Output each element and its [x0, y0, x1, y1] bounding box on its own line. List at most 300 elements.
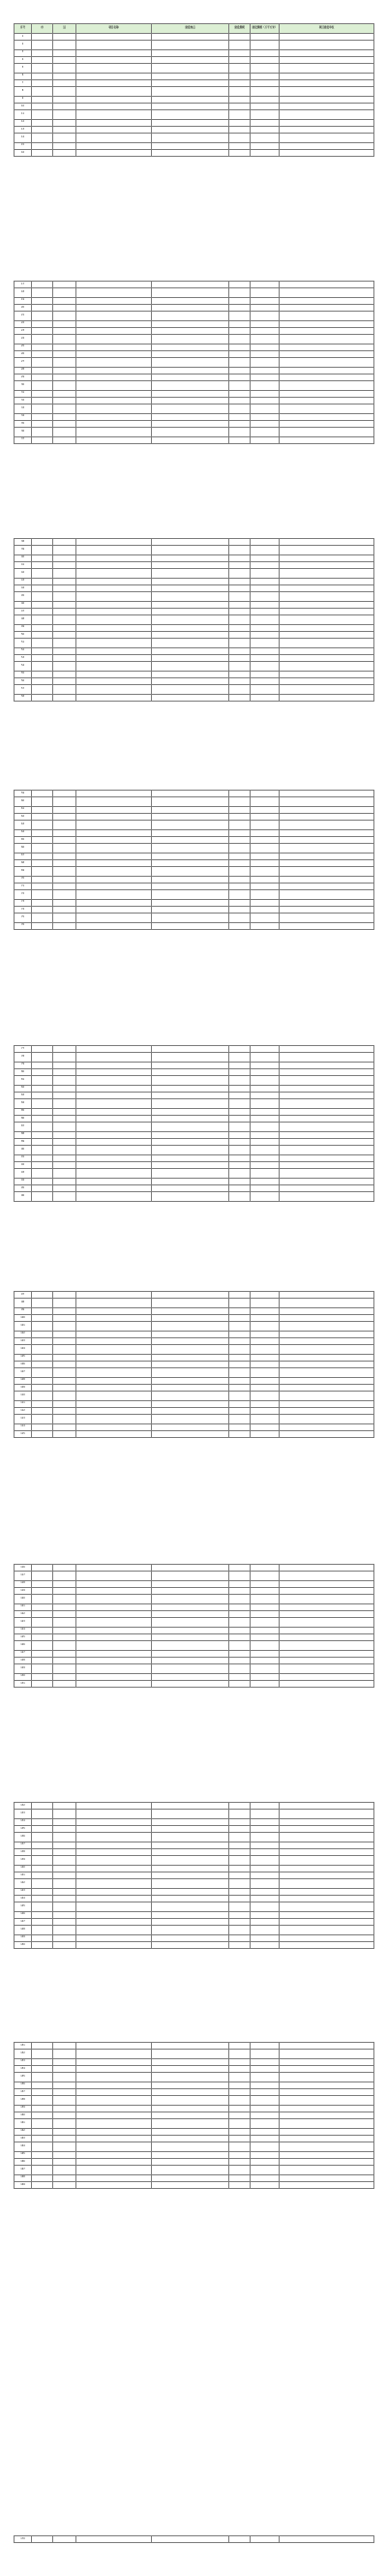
table-row [15, 1430, 374, 1437]
table-cell [280, 2043, 374, 2050]
table-cell [251, 1400, 280, 1407]
table-cell [152, 890, 229, 900]
table-cell [229, 1650, 251, 1657]
table-cell [53, 631, 76, 638]
table-cell [76, 110, 152, 120]
table-cell [251, 677, 280, 684]
table-cell [152, 2128, 229, 2135]
table-cell [229, 677, 251, 684]
table-cell [251, 624, 280, 631]
table-cell [152, 2119, 229, 2129]
table-cell [76, 2158, 152, 2165]
table-cell [251, 1138, 280, 1145]
table-row [15, 428, 374, 437]
table-cell [251, 1377, 280, 1384]
table-cell [76, 1345, 152, 1355]
table-cell [280, 821, 374, 830]
table-cell [32, 654, 53, 661]
table-cell [229, 1833, 251, 1842]
table-cell [32, 87, 53, 97]
table-cell [53, 374, 76, 380]
table-cell [53, 1322, 76, 1332]
table-cell [76, 890, 152, 900]
table-cell [251, 906, 280, 913]
table-cell [280, 1407, 374, 1414]
table-cell [251, 2112, 280, 2118]
table-cell [229, 1572, 251, 1581]
table-cell [53, 662, 76, 672]
table-cell [280, 1415, 374, 1424]
table-cell [76, 2135, 152, 2142]
row-number-cell: 21 [15, 312, 32, 321]
table-cell [32, 1138, 53, 1145]
table-cell [251, 561, 280, 568]
table-cell [280, 2058, 374, 2065]
table-cell [76, 647, 152, 654]
table-row [15, 2112, 374, 2118]
table-row [15, 1856, 374, 1866]
table-cell [152, 1307, 229, 1314]
table-cell [76, 420, 152, 427]
table-cell [152, 2073, 229, 2082]
row-number-cell: 25 [15, 344, 32, 350]
table-cell [229, 685, 251, 695]
row-number-cell: 167 [15, 2166, 32, 2175]
table-cell [76, 1178, 152, 1184]
table-cell [229, 1307, 251, 1314]
table-row [15, 1618, 374, 1628]
table-cell [229, 1810, 251, 1819]
table-cell [280, 1184, 374, 1191]
table-cell [280, 677, 374, 684]
table-cell [152, 1895, 229, 1902]
table-cell [280, 1941, 374, 1948]
table-cell [229, 2043, 251, 2050]
table-cell [32, 1856, 53, 1866]
table-cell [229, 1856, 251, 1866]
row-number-cell: 9 [15, 96, 32, 103]
table-cell [32, 73, 53, 79]
row-number-cell: 82 [15, 1085, 32, 1092]
table-cell [32, 546, 53, 555]
table-cell [280, 662, 374, 672]
table-cell [280, 601, 374, 608]
table-cell [251, 2174, 280, 2181]
table-cell [251, 631, 280, 638]
table-cell [76, 436, 152, 443]
table-row [15, 397, 374, 404]
table-cell [251, 685, 280, 695]
row-number-cell: 5 [15, 64, 32, 74]
table-cell [76, 1803, 152, 1810]
table-row [15, 1146, 374, 1155]
table-cell [32, 413, 53, 420]
table-cell [251, 1392, 280, 1401]
row-number-cell: 113 [15, 1415, 32, 1424]
table-cell [152, 584, 229, 591]
table-row [15, 1092, 374, 1098]
table-cell [53, 1062, 76, 1068]
table-row [15, 592, 374, 602]
table-row [15, 64, 374, 74]
table-row [15, 2158, 374, 2165]
table-cell [53, 791, 76, 797]
table-row [15, 1392, 374, 1401]
table-cell [53, 906, 76, 913]
table-cell [280, 906, 374, 913]
row-number-cell: 67 [15, 853, 32, 859]
table-row [15, 79, 374, 86]
table-cell [32, 1865, 53, 1872]
table-cell [53, 1123, 76, 1132]
row-number-cell: 77 [15, 1046, 32, 1053]
table-cell [152, 49, 229, 56]
table-cell [32, 1092, 53, 1098]
table-cell [76, 1085, 152, 1092]
table-row [15, 1872, 374, 1878]
table-row [15, 1633, 374, 1640]
table-cell [76, 1407, 152, 1414]
table-cell [152, 1337, 229, 1344]
table-cell [280, 79, 374, 86]
project-table [14, 1045, 374, 1202]
table-cell [76, 1161, 152, 1168]
table-cell [280, 922, 374, 929]
table-cell [53, 142, 76, 149]
table-row [15, 1368, 374, 1378]
table-cell [152, 1833, 229, 1842]
table-cell [76, 654, 152, 661]
table-row [15, 1169, 374, 1179]
table-cell [76, 2082, 152, 2088]
table-row [15, 1680, 374, 1687]
table-cell [229, 797, 251, 807]
column-header: 项目建设单位 [280, 24, 374, 34]
table-cell [32, 1053, 53, 1063]
table-cell [76, 2166, 152, 2175]
table-cell [280, 1865, 374, 1872]
table-cell [152, 631, 229, 638]
table-row [15, 859, 374, 866]
table-cell [152, 1423, 229, 1430]
table-cell [32, 103, 53, 109]
table-cell [280, 546, 374, 555]
table-cell [53, 1178, 76, 1184]
table-cell [251, 813, 280, 820]
table-cell [280, 2105, 374, 2112]
table-cell [152, 806, 229, 813]
table-cell [280, 1178, 374, 1184]
table-cell [280, 1587, 374, 1594]
header-row [15, 24, 374, 34]
project-table [14, 1291, 374, 1438]
table-cell [76, 797, 152, 807]
table-cell [251, 149, 280, 156]
table-cell [53, 149, 76, 156]
table-cell [152, 1810, 229, 1819]
table-cell [53, 2058, 76, 2065]
table-cell [32, 1803, 53, 1810]
table-cell [32, 1368, 53, 1378]
table-cell [32, 1895, 53, 1902]
table-cell [229, 569, 251, 579]
table-cell [251, 1169, 280, 1179]
table-row [15, 103, 374, 109]
table-cell [76, 1053, 152, 1063]
table-cell [76, 592, 152, 602]
table-cell [229, 922, 251, 929]
table-cell [32, 1941, 53, 1948]
table-cell [53, 1092, 76, 1098]
table-cell [32, 2151, 53, 2158]
table-row [15, 584, 374, 591]
table-cell [76, 64, 152, 74]
table-cell [229, 1879, 251, 1889]
table-cell [280, 2050, 374, 2059]
table-cell [53, 2158, 76, 2165]
table-cell [32, 639, 53, 648]
table-cell [280, 1392, 374, 1401]
table-row [15, 1178, 374, 1184]
table-cell [280, 1354, 374, 1361]
table-cell [280, 1842, 374, 1848]
table-cell [53, 327, 76, 334]
row-number-cell: 13 [15, 126, 32, 133]
table-cell [53, 1345, 76, 1355]
table-cell [251, 601, 280, 608]
table-cell [32, 2105, 53, 2112]
table-cell [251, 327, 280, 334]
table-cell [32, 662, 53, 672]
table-row [15, 1123, 374, 1132]
table-cell [76, 1192, 152, 1202]
table-cell [32, 1178, 53, 1184]
table-cell [280, 899, 374, 906]
table-cell [76, 1068, 152, 1075]
table-cell [32, 1664, 53, 1674]
row-number-cell: 87 [15, 1123, 32, 1132]
row-number-cell: 138 [15, 1848, 32, 1855]
table-row [15, 134, 374, 143]
row-number-cell: 52 [15, 647, 32, 654]
table-cell [32, 1299, 53, 1308]
row-number-cell: 116 [15, 1565, 32, 1572]
table-cell [76, 2105, 152, 2112]
table-cell [53, 1673, 76, 1680]
table-cell [32, 1062, 53, 1068]
table-cell [76, 428, 152, 437]
table-cell [280, 87, 374, 97]
table-row [15, 797, 374, 807]
table-cell [32, 1842, 53, 1848]
table-cell [229, 436, 251, 443]
table-cell [229, 647, 251, 654]
table-cell [76, 1400, 152, 1407]
table-cell [251, 1407, 280, 1414]
table-cell [280, 381, 374, 391]
row-number-cell: 161 [15, 2119, 32, 2129]
table-cell [152, 1146, 229, 1155]
table-cell [229, 806, 251, 813]
table-cell [229, 1595, 251, 1604]
table-cell [32, 1633, 53, 1640]
table-cell [32, 327, 53, 334]
table-cell [76, 1062, 152, 1068]
table-cell [251, 436, 280, 443]
table-row [15, 288, 374, 298]
table-cell [229, 1895, 251, 1902]
table-cell [76, 1138, 152, 1145]
table-cell [229, 539, 251, 546]
table-row [15, 2043, 374, 2050]
table-cell [32, 126, 53, 133]
table-cell [229, 2065, 251, 2072]
table-cell [76, 1865, 152, 1872]
table-cell [53, 288, 76, 298]
row-number-cell: 159 [15, 2105, 32, 2112]
table-cell [229, 867, 251, 877]
table-cell [229, 2112, 251, 2118]
table-cell [280, 806, 374, 813]
table-row [15, 2166, 374, 2175]
table-row [15, 34, 374, 41]
table-cell [32, 1384, 53, 1391]
table-cell [280, 539, 374, 546]
table-cell [53, 671, 76, 677]
table-cell [229, 906, 251, 913]
table-cell [280, 1657, 374, 1663]
table-cell [76, 1108, 152, 1115]
table-cell [32, 436, 53, 443]
table-cell [32, 2536, 53, 2543]
table-cell [32, 1580, 53, 1587]
table-cell [280, 2536, 374, 2543]
table-cell [251, 404, 280, 414]
table-cell [152, 2058, 229, 2065]
table-cell [251, 1146, 280, 1155]
table-cell [76, 56, 152, 63]
table-cell [76, 662, 152, 672]
table-row [15, 2128, 374, 2135]
table-cell [280, 134, 374, 143]
table-cell [280, 1154, 374, 1161]
table-cell [32, 1068, 53, 1075]
table-cell [280, 288, 374, 298]
table-cell [152, 914, 229, 923]
table-cell [229, 1926, 251, 1935]
table-cell [280, 1361, 374, 1367]
table-row [15, 1292, 374, 1299]
table-cell [53, 390, 76, 397]
table-cell [76, 1818, 152, 1825]
table-cell [76, 829, 152, 836]
table-cell [251, 134, 280, 143]
table-cell [76, 1888, 152, 1895]
table-row [15, 1299, 374, 1308]
table-cell [32, 335, 53, 344]
table-cell [152, 1377, 229, 1384]
table-cell [32, 2181, 53, 2188]
table-cell [152, 813, 229, 820]
table-cell [53, 829, 76, 836]
table-cell [32, 1046, 53, 1053]
row-number-cell: 111 [15, 1400, 32, 1407]
table-cell [32, 1192, 53, 1202]
table-cell [32, 1307, 53, 1314]
project-table [14, 790, 374, 930]
table-cell [251, 1902, 280, 1912]
row-number-cell: 118 [15, 1580, 32, 1587]
table-cell [53, 1299, 76, 1308]
table-cell [32, 836, 53, 843]
table-cell [280, 1934, 374, 1941]
table-cell [76, 1833, 152, 1842]
table-cell [53, 1888, 76, 1895]
table-cell [280, 2181, 374, 2188]
table-cell [53, 1046, 76, 1053]
table-cell [280, 1085, 374, 1092]
table-cell [152, 41, 229, 50]
table-cell [76, 608, 152, 614]
table-cell [32, 96, 53, 103]
table-cell [229, 883, 251, 889]
table-cell [251, 1934, 280, 1941]
row-number-cell: 97 [15, 1292, 32, 1299]
table-cell [76, 1650, 152, 1657]
table-cell [229, 1053, 251, 1063]
table-cell [280, 578, 374, 584]
row-number-cell: 56 [15, 677, 32, 684]
table-cell [229, 1138, 251, 1145]
table-cell [152, 1587, 229, 1594]
table-cell [229, 41, 251, 50]
table-cell [76, 1664, 152, 1674]
row-number-cell: 109 [15, 1384, 32, 1391]
table-cell [280, 2135, 374, 2142]
table-cell [152, 1641, 229, 1651]
table-cell [152, 1345, 229, 1355]
row-number-cell: 62 [15, 813, 32, 820]
table-cell [251, 358, 280, 368]
table-cell [152, 134, 229, 143]
table-cell [152, 2536, 229, 2543]
table-cell [76, 2536, 152, 2543]
table-cell [280, 647, 374, 654]
table-cell [32, 367, 53, 374]
table-cell [32, 1415, 53, 1424]
row-number-cell: 168 [15, 2174, 32, 2181]
table-cell [152, 1673, 229, 1680]
row-number-cell: 83 [15, 1092, 32, 1098]
table-row [15, 1627, 374, 1633]
table-row [15, 899, 374, 906]
table-row [15, 654, 374, 661]
table-cell [152, 1314, 229, 1321]
table-cell [152, 344, 229, 350]
table-cell [152, 126, 229, 133]
table-cell [229, 2096, 251, 2106]
row-number-cell: 33 [15, 404, 32, 414]
table-cell [32, 906, 53, 913]
table-cell [32, 2058, 53, 2065]
table-cell [229, 1062, 251, 1068]
table-cell [32, 1099, 53, 1109]
table-cell [32, 601, 53, 608]
table-cell [76, 2112, 152, 2118]
table-cell [280, 1618, 374, 1628]
table-cell [229, 1902, 251, 1912]
table-cell [229, 1803, 251, 1810]
